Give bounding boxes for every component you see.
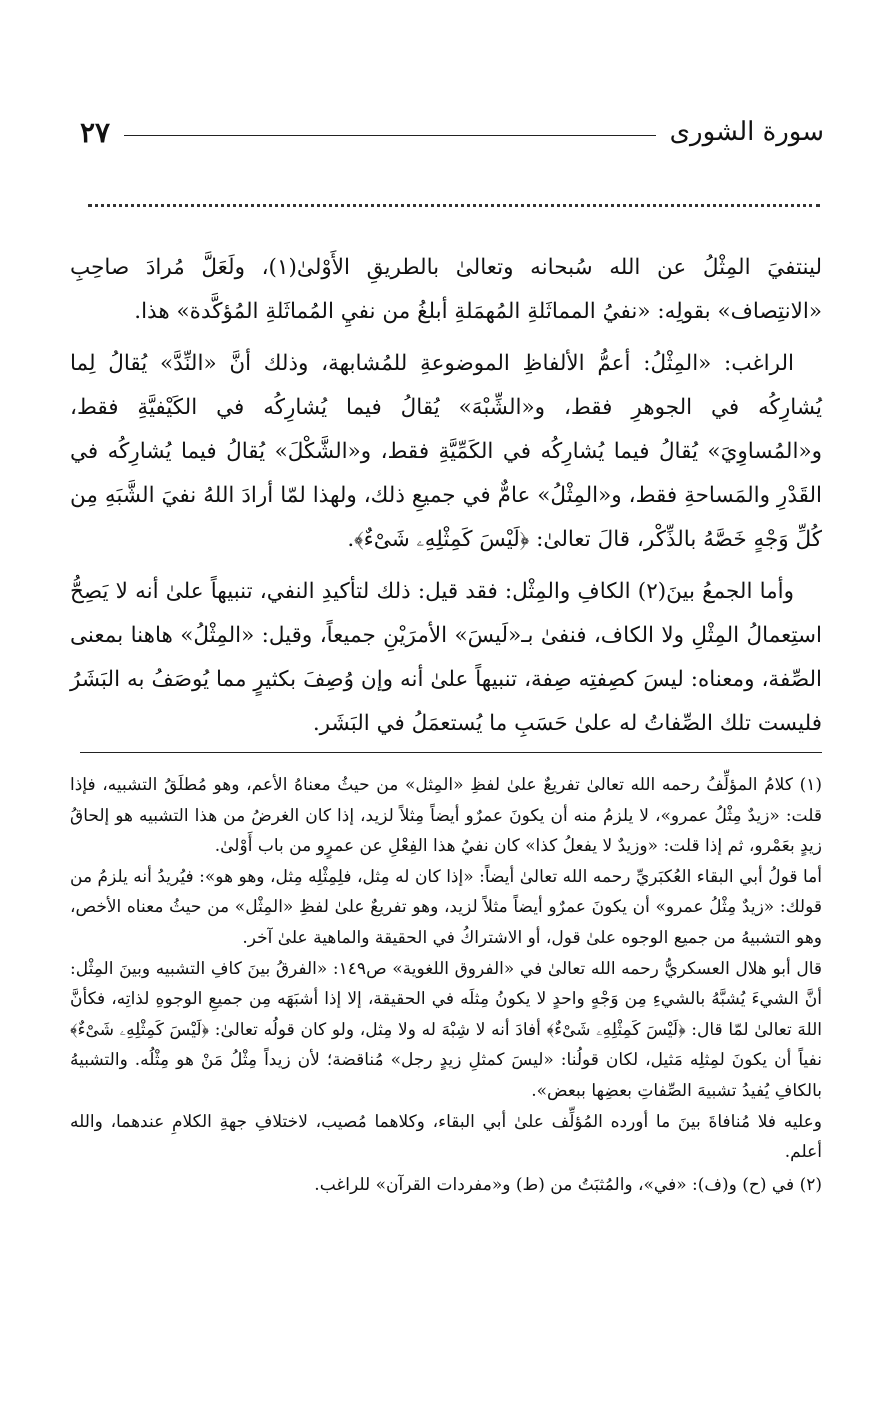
- dotted-separator: [88, 204, 820, 207]
- main-text: [70, 246, 822, 754]
- header-rule: [124, 135, 656, 136]
- footnote: (٢) في (ح) و(ف): «في»، والمُثبَتُ من (ط) و«مفردات القرآن» للراغب.: [314, 1174, 822, 1195]
- paragraph: الراغب: «المِثْلُ: أعمُّ الألفاظِ الموضوعةِ للمُشابهة، وذلك أنَّ «النِّدَّ» يُقالُ لِما يُشارِكُه في الجوهرِ فقط، و«الشِّبْهَ» يُقالُ فيما يُشارِكُه في الكَيْفيَّةِ فقط، و«المُساوِيَ» يُقالُ فيما يُشارِكُه في الكَمِّيَّةِ فقط، و«الشَّكْلَ» يُقالُ فيما يُشارِكُه في القَدْرِ والمَساحةِ فقط، و«المِثْلُ» عامٌّ في جميعِ ذلك، ولهذا لمّا أرادَ اللهُ نفيَ الشَّبَهِ مِن كُلِّ وَجْهٍ خَصَّهُ بالذِّكْر، قالَ تعالىٰ: ﴿لَيْسَ كَمِثْلِهِۦ شَىْءٌ﴾.: [70, 351, 822, 552]
- footnote-continuation: أما قولُ أبي البقاء العُكبَريِّ رحمه الله تعالىٰ أيضاً: «إذا كان له مِثل، فلِمِثْلِه مِثل، وهو هو»: فيُريدُ أنه يلزمُ من قولك: «زيدٌ مِثْلُ عمرو» أن يكونَ عمرٌو أيضاً مثلاً لزيد، وهو تفريعٌ علىٰ لفظِ «المِثْل» من حيثُ معناه الأخص، وهو التشبيهُ من جميع الوجوه علىٰ قول، أو الاشتراكُ في الحقيقة والماهية علىٰ آخر.: [70, 866, 822, 948]
- footnote-rule: [80, 752, 822, 753]
- footnote-continuation: قال أبو هلال العسكريُّ رحمه الله تعالىٰ في «الفروق اللغوية» ص١٤٩: «الفرقُ بينَ كافِ التشبيه وبينَ المِثْل: أنَّ الشيءَ يُشبَّهُ بالشيءِ مِن وَجْهٍ واحدٍ لا يكونُ مِثلَه في الحقيقة، إلا إذا أشبَهَه مِن جميعِ الوجوهِ لذاتِه، فكأنَّ اللهَ تعالىٰ لمّا قال: ﴿لَيْسَ كَمِثْلِهِۦ شَىْءٌ﴾ أفادَ أنه لا شِبْهَ له ولا مِثل، ولو كان قولُه تعالىٰ: ﴿لَيْسَ كَمِثْلِهِۦ شَىْءٌ﴾ نفياً أن يكونَ لمِثلِه مَثيل، لكان قولُنا: «ليسَ كمثلِ زيدٍ رجل» مُناقضة؛ لأن زيداً مِثْلُ مَنْ هو مِثْلُه. والتشبيهُ بالكافِ يُفيدُ تشبيهَ الصِّفاتِ بعضِها ببعض».: [70, 958, 822, 1101]
- paragraph: لينتفيَ المِثْلُ عن الله سُبحانه وتعالىٰ بالطريقِ الأَوْلىٰ(١)، ولَعَلَّ مُرادَ صاحِبِ «الانتِصاف» بقولِه: «نفيُ المماثَلةِ المُهمَلةِ أبلغُ من نفيِ المُماثَلةِ المُؤكَّدة» هذا.: [70, 255, 822, 324]
- surah-title: سورة الشورى: [669, 117, 824, 147]
- footnote-continuation: وعليه فلا مُنافاةَ بينَ ما أورده المُؤلِّف علىٰ أبي البقاء، وكلاهما مُصيب، لاختلافِ جهةِ الكلامِ عندهما، والله أعلم.: [70, 1111, 822, 1163]
- paragraph: وأما الجمعُ بينَ(٢) الكافِ والمِثْل: فقد قيل: ذلك لتأكيدِ النفي، تنبيهاً علىٰ أنه لا يَصِحُّ استِعمالُ المِثْلِ ولا الكاف، فنفىٰ بـ«لَيسَ» الأمرَيْنِ جميعاً، وقيل: «المِثْلُ» هاهنا بمعنى الصِّفة، ومعناه: ليسَ كصِفتِه صِفة، تنبيهاً علىٰ أنه وإن وُصِفَ بكثيرٍ مما يُوصَفُ به البَشَرُ فليست تلك الصِّفاتُ له علىٰ حَسَبِ ما يُستعمَلُ في البَشَر.: [70, 579, 822, 736]
- running-header: [80, 112, 824, 152]
- page-number: ٢٧: [80, 115, 111, 149]
- footnote: (١) كلامُ المؤلِّفُ رحمه الله تعالىٰ تفريعٌ علىٰ لفظِ «المِثل» من حيثُ معناهُ الأعم، وهو مُطلَقُ التشبيه، فإذا قلت: «زيدٌ مِثْلُ عمرو»، لا يلزمُ منه أن يكونَ عمرٌو أيضاً مِثلاً لزيد، إذا كان الغرضُ من هذا التشبيه هو إلحاقُ زيدٍ بعَمْرو، ثم إذا قلت: «وزيدٌ لا يفعلُ كذا» كان نفيُ هذا الفِعْلِ عن عمرٍو من باب أَوْلىٰ.: [70, 775, 823, 857]
- footnotes: [70, 770, 822, 1200]
